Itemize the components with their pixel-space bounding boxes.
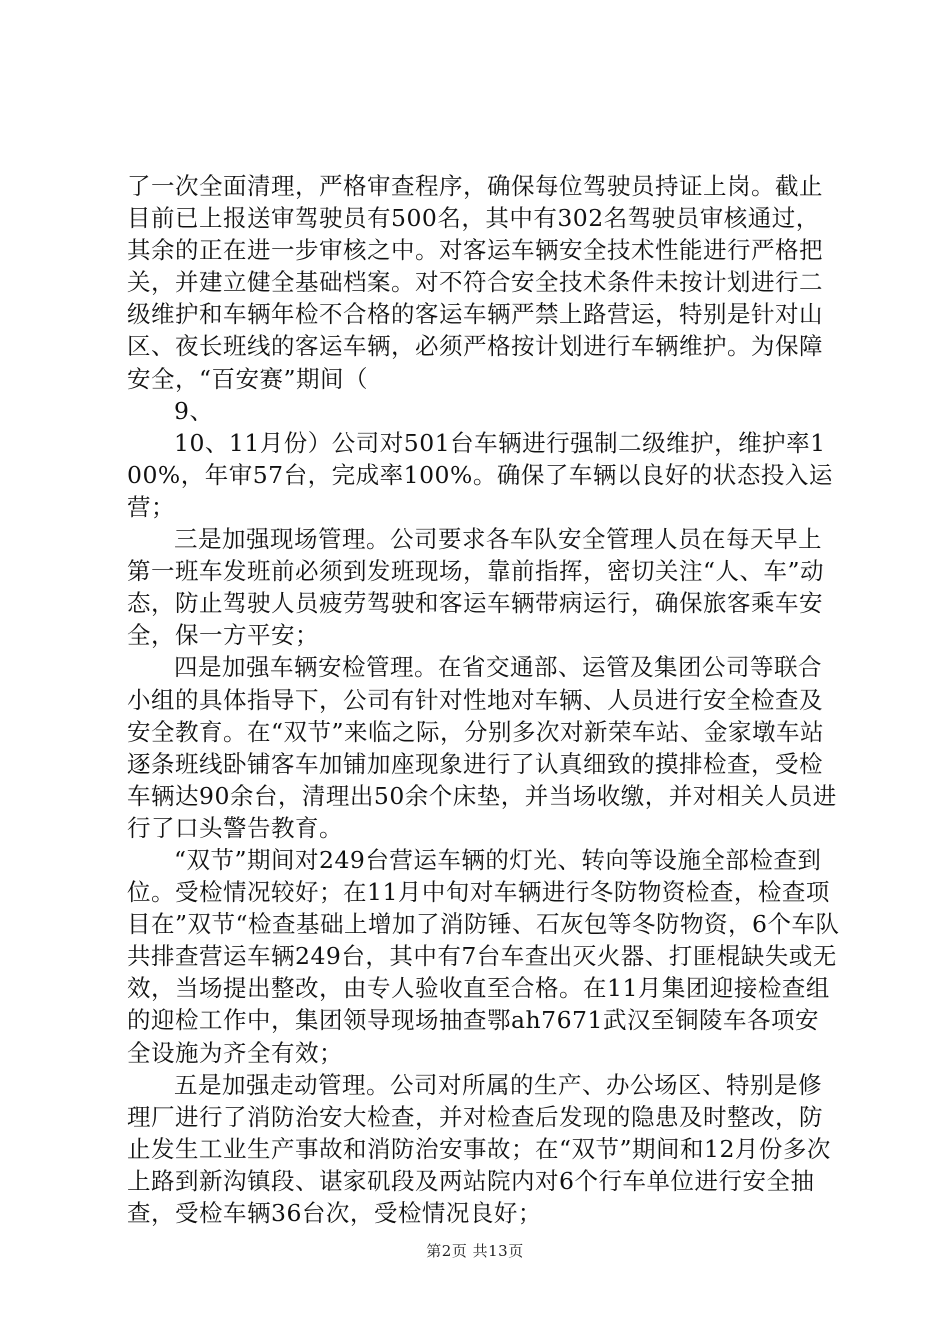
paragraph: “双节”期间对249台营运车辆的灯光、转向等设施全部检查到位。受检情况较好；在11月中旬对车辆进行冬防物资检查，检查项目在”双节“检查基础上增加了消防锤、石灰包等冬防物资，6个车队共排查营运车辆249台，其中有7台车查出灭火器、打匪棍缺失或无效，当场提出整改，由专人验收直至合格。在11月集团迎接检查组的迎检工作中，集团领导现场抽查鄂ah7671武汉至铜陵车各项安全设施为齐全有效；: [127, 845, 840, 1067]
page-number-footer: 第2页 共13页: [426, 1242, 524, 1260]
paragraph: 三是加强现场管理。公司要求各车队安全管理人员在每天早上第一班车发班前必须到发班现场，靠前指挥，密切关注“人、车”动态，防止驾驶人员疲劳驾驶和客运车辆带病运行，确保旅客乘车安全，保一方平安；: [127, 525, 825, 650]
document-body: [127, 170, 840, 1229]
paragraph: 了一次全面清理，严格审查程序，确保每位驾驶员持证上岗。截止目前已上报送审驾驶员有500名，其中有302名驾驶员审核通过，其余的正在进一步审核之中。对客运车辆安全技术性能进行严格把关，并建立健全基础档案。对不符合安全技术条件未按计划进行二级维护和车辆年检不合格的客运车辆严禁上路营运，特别是针对山区、夜长班线的客运车辆，必须严格按计划进行车辆维护。为保障安全，“百安赛”期间（: [127, 172, 823, 393]
paragraph: 四是加强车辆安检管理。在省交通部、运管及集团公司等联合小组的具体指导下，公司有针对性地对车辆、人员进行安全检查及安全教育。在“双节”来临之际，分别多次对新荣车站、金家墩车站逐条班线卧铺客车加铺加座现象进行了认真细致的摸排检查，受检车辆达90余台，清理出50余个床垫，并当场收缴，并对相关人员进行了口头警告教育。: [127, 653, 837, 842]
paragraph: 五是加强走动管理。公司对所属的生产、办公场区、特别是修理厂进行了消防治安大检查，并对检查后发现的隐患及时整改，防止发生工业生产事故和消防治安事故；在“双节”期间和12月份多次上路到新沟镇段、谌家矶段及两站院内对6个行车单位进行安全抽查，受检车辆36台次，受检情况良好；: [127, 1070, 831, 1227]
paragraph: 9、: [174, 396, 214, 425]
paragraph: 10、11月份）公司对501台车辆进行强制二级维护，维护率100%，年审57台，完成率100%。确保了车辆以良好的状态投入运营；: [127, 428, 833, 521]
